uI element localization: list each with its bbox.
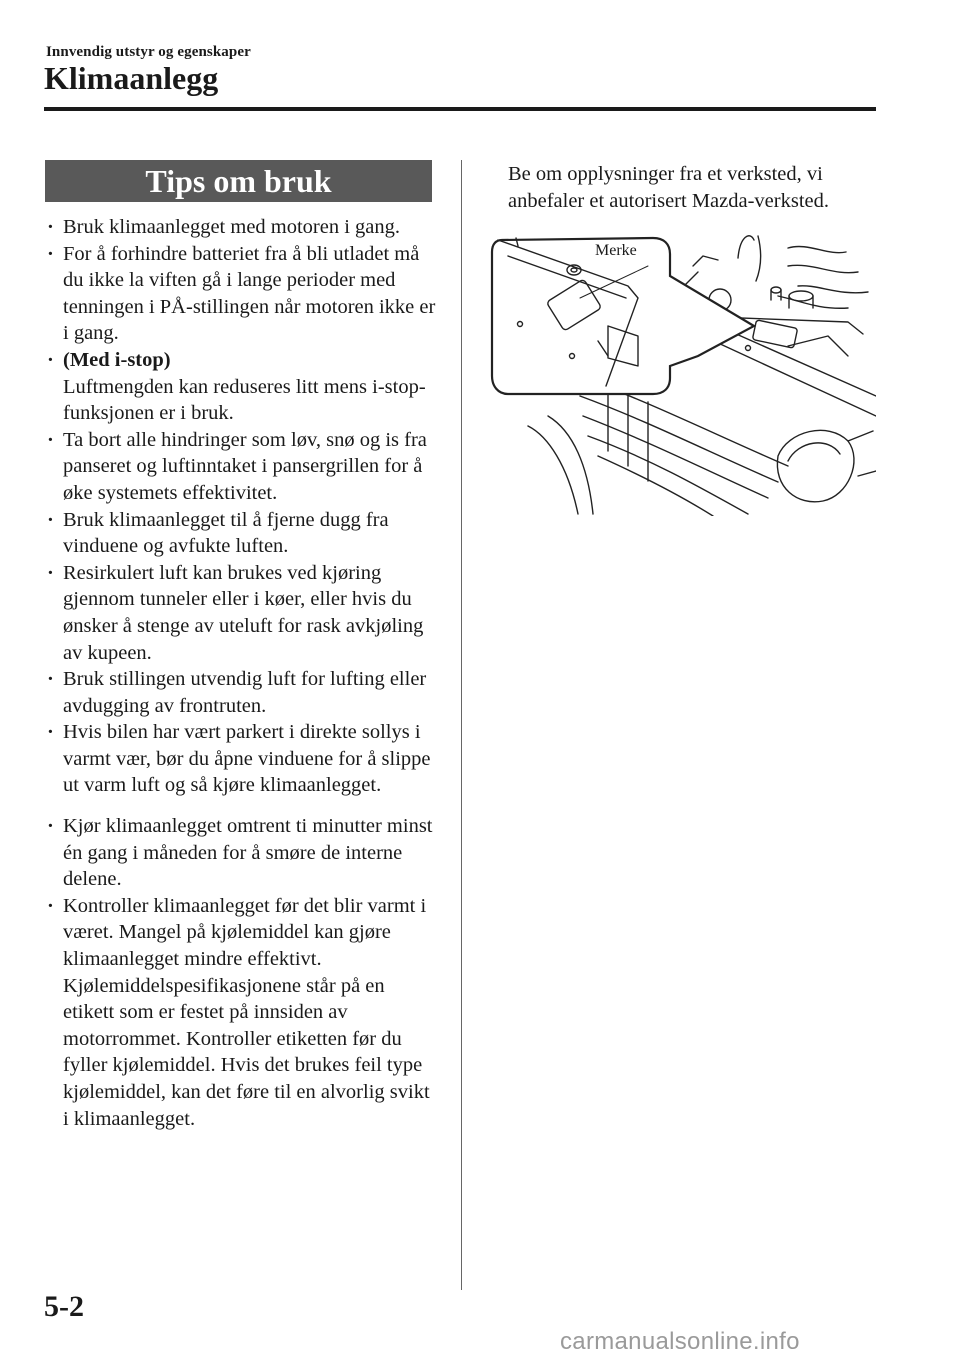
tip-condition: (Med i-stop) (63, 348, 171, 371)
tip-text: Ta bort alle hindringer som løv, snø og is fra panseret og luftinntaket i pansergrillen for å øke systemets effektivitet. (63, 428, 427, 504)
tip-text: Kjør klimaanlegget omtrent ti minutter minst én gang i måneden for å smøre de interne delene. (63, 815, 433, 891)
tip-text: Luftmengden kan reduseres litt mens i-stop-funksjonen er i bruk. (63, 375, 426, 425)
bullet-icon: · (47, 561, 54, 584)
tip-extra-text: Kjølemiddelspesifikasjonene står på en etikett som er festet på innsiden av motorrommet. Kontroller etiketten før du fyller kjølemiddel. Hvis det brukes feil type kjølemiddel, kan det føre til en alvorlig svikt i klimaanlegget. (63, 974, 430, 1130)
tip-item (46, 427, 438, 507)
tip-item (46, 666, 438, 719)
tip-item (46, 560, 438, 666)
tip-item (46, 893, 438, 1132)
tip-item (46, 214, 438, 241)
page-title: Klimaanlegg (44, 60, 219, 96)
bullet-icon: · (47, 894, 54, 917)
tip-item (46, 507, 438, 560)
watermark: carmanualsonline.info (560, 1328, 800, 1355)
tip-text: Bruk klimaanlegget med motoren i gang. (63, 216, 401, 238)
tip-text: Kontroller klimaanlegget før det blir varmt i været. Mangel på kjølemiddel kan gjøre klimaanlegget mindre effektivt. (63, 894, 427, 971)
tip-item (46, 813, 438, 893)
bullet-icon: · (47, 815, 54, 838)
tip-text: Hvis bilen har vært parkert i direkte sollys i varmt vær, bør du åpne vinduene for å slippe ut varm luft og så kjøre klimaanlegget. (63, 721, 431, 797)
bullet-icon: · (47, 508, 54, 531)
bullet-icon: · (47, 242, 54, 265)
bullet-icon: · (47, 668, 54, 691)
column-divider (461, 160, 462, 1290)
bullet-icon: · (47, 348, 54, 371)
bullet-icon: · (47, 428, 54, 451)
tip-text: Bruk stillingen utvendig luft for lufting eller avdugging av frontruten. (63, 668, 427, 717)
tip-text: Bruk klimaanlegget til å fjerne dugg fra vinduene og avfukte luften. (63, 508, 389, 558)
section-label: Innvendig utstyr og egenskaper (46, 44, 251, 60)
tips-list (46, 214, 438, 1132)
tip-text: Resirkulert luft kan brukes ved kjøring gjennom tunneler eller i køer, eller hvis du ønsker å stenge av uteluft for rask avkjøling av kupeen. (63, 561, 424, 664)
tip-text: For å forhindre batteriet fra å bli utladet må du ikke la viften gå i lange perioder med tenningen i PÅ-stillingen når motoren ikke er i gang. (63, 242, 436, 345)
page-number: 5-2 (44, 1290, 84, 1323)
tip-item (46, 719, 438, 799)
tips-heading: Tips om bruk (45, 160, 432, 202)
bullet-icon: · (47, 216, 54, 238)
workshop-advice: Be om opplysninger fra et verksted, vi anbefaler et autorisert Mazda-verksted. (508, 163, 830, 212)
figure-label-merke: Merke (595, 242, 637, 259)
bullet-icon: · (47, 721, 54, 744)
tip-item (46, 347, 438, 427)
tip-item (46, 241, 438, 347)
engine-bay-illustration (488, 226, 876, 516)
title-rule (44, 107, 876, 111)
